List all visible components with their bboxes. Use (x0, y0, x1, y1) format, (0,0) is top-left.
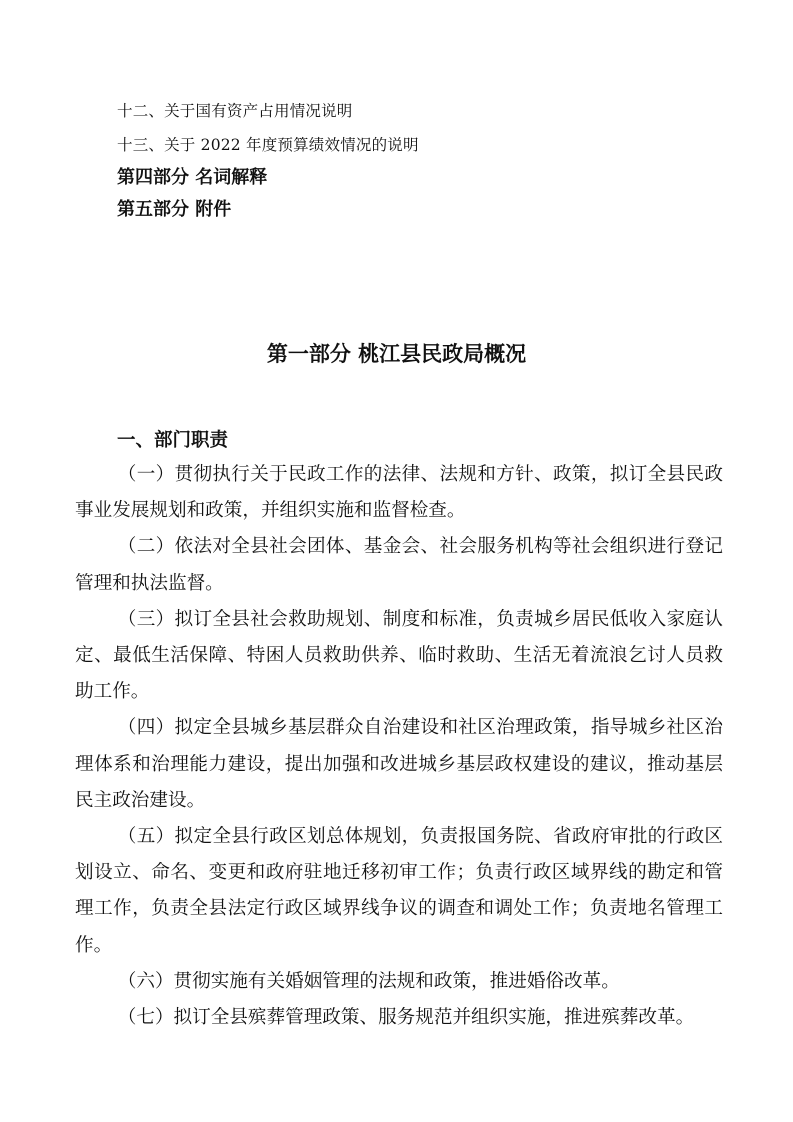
toc-item-performance: 十三、关于 2022 年度预算绩效情况的说明 (117, 136, 419, 154)
duty-paragraph-7: （七）拟订全县殡葬管理政策、服务规范并组织实施，推进殡葬改革。 (117, 1007, 695, 1029)
duty-paragraph-4: （四）拟定全县城乡基层群众自治建设和社区治理政策，指导城乡社区治理体系和治理能力建设，提出加强和改进城乡基层政权建设的建议，推动基层民主政治建设。 (75, 717, 723, 811)
duty-paragraph-6: （六）贯彻实施有关婚姻管理的法规和政策，推进婚俗改革。 (117, 970, 620, 992)
part-title: 第一部分 桃江县民政局概况 (266, 342, 527, 366)
section-heading: 一、部门职责 (117, 430, 229, 451)
duty-paragraph-1: （一）贯彻执行关于民政工作的法律、法规和方针、政策，拟订全县民政事业发展规划和政策，并组织实施和监督检查。 (75, 464, 723, 522)
toc-part-appendix: 第五部分 附件 (117, 199, 232, 220)
toc-item-state-assets: 十二、关于国有资产占用情况说明 (117, 102, 353, 120)
duties-body (75, 457, 723, 1036)
toc-part-glossary: 第四部分 名词解释 (117, 167, 268, 188)
duty-paragraph-2: （二）依法对全县社会团体、基金会、社会服务机构等社会组织进行登记管理和执法监督。 (75, 536, 723, 594)
duty-paragraph-3: （三）拟订全县社会救助规划、制度和标准，负责城乡居民低收入家庭认定、最低生活保障、特困人员救助供养、临时救助、生活无着流浪乞讨人员救助工作。 (75, 608, 723, 703)
duty-paragraph-5: （五）拟定全县行政区划总体规划，负责报国务院、省政府审批的行政区划设立、命名、变更和政府驻地迁移初审工作；负责行政区域界线的勘定和管理工作，负责全县法定行政区域界线争议的调查和调处工作；负责地名管理工作。 (75, 826, 723, 956)
